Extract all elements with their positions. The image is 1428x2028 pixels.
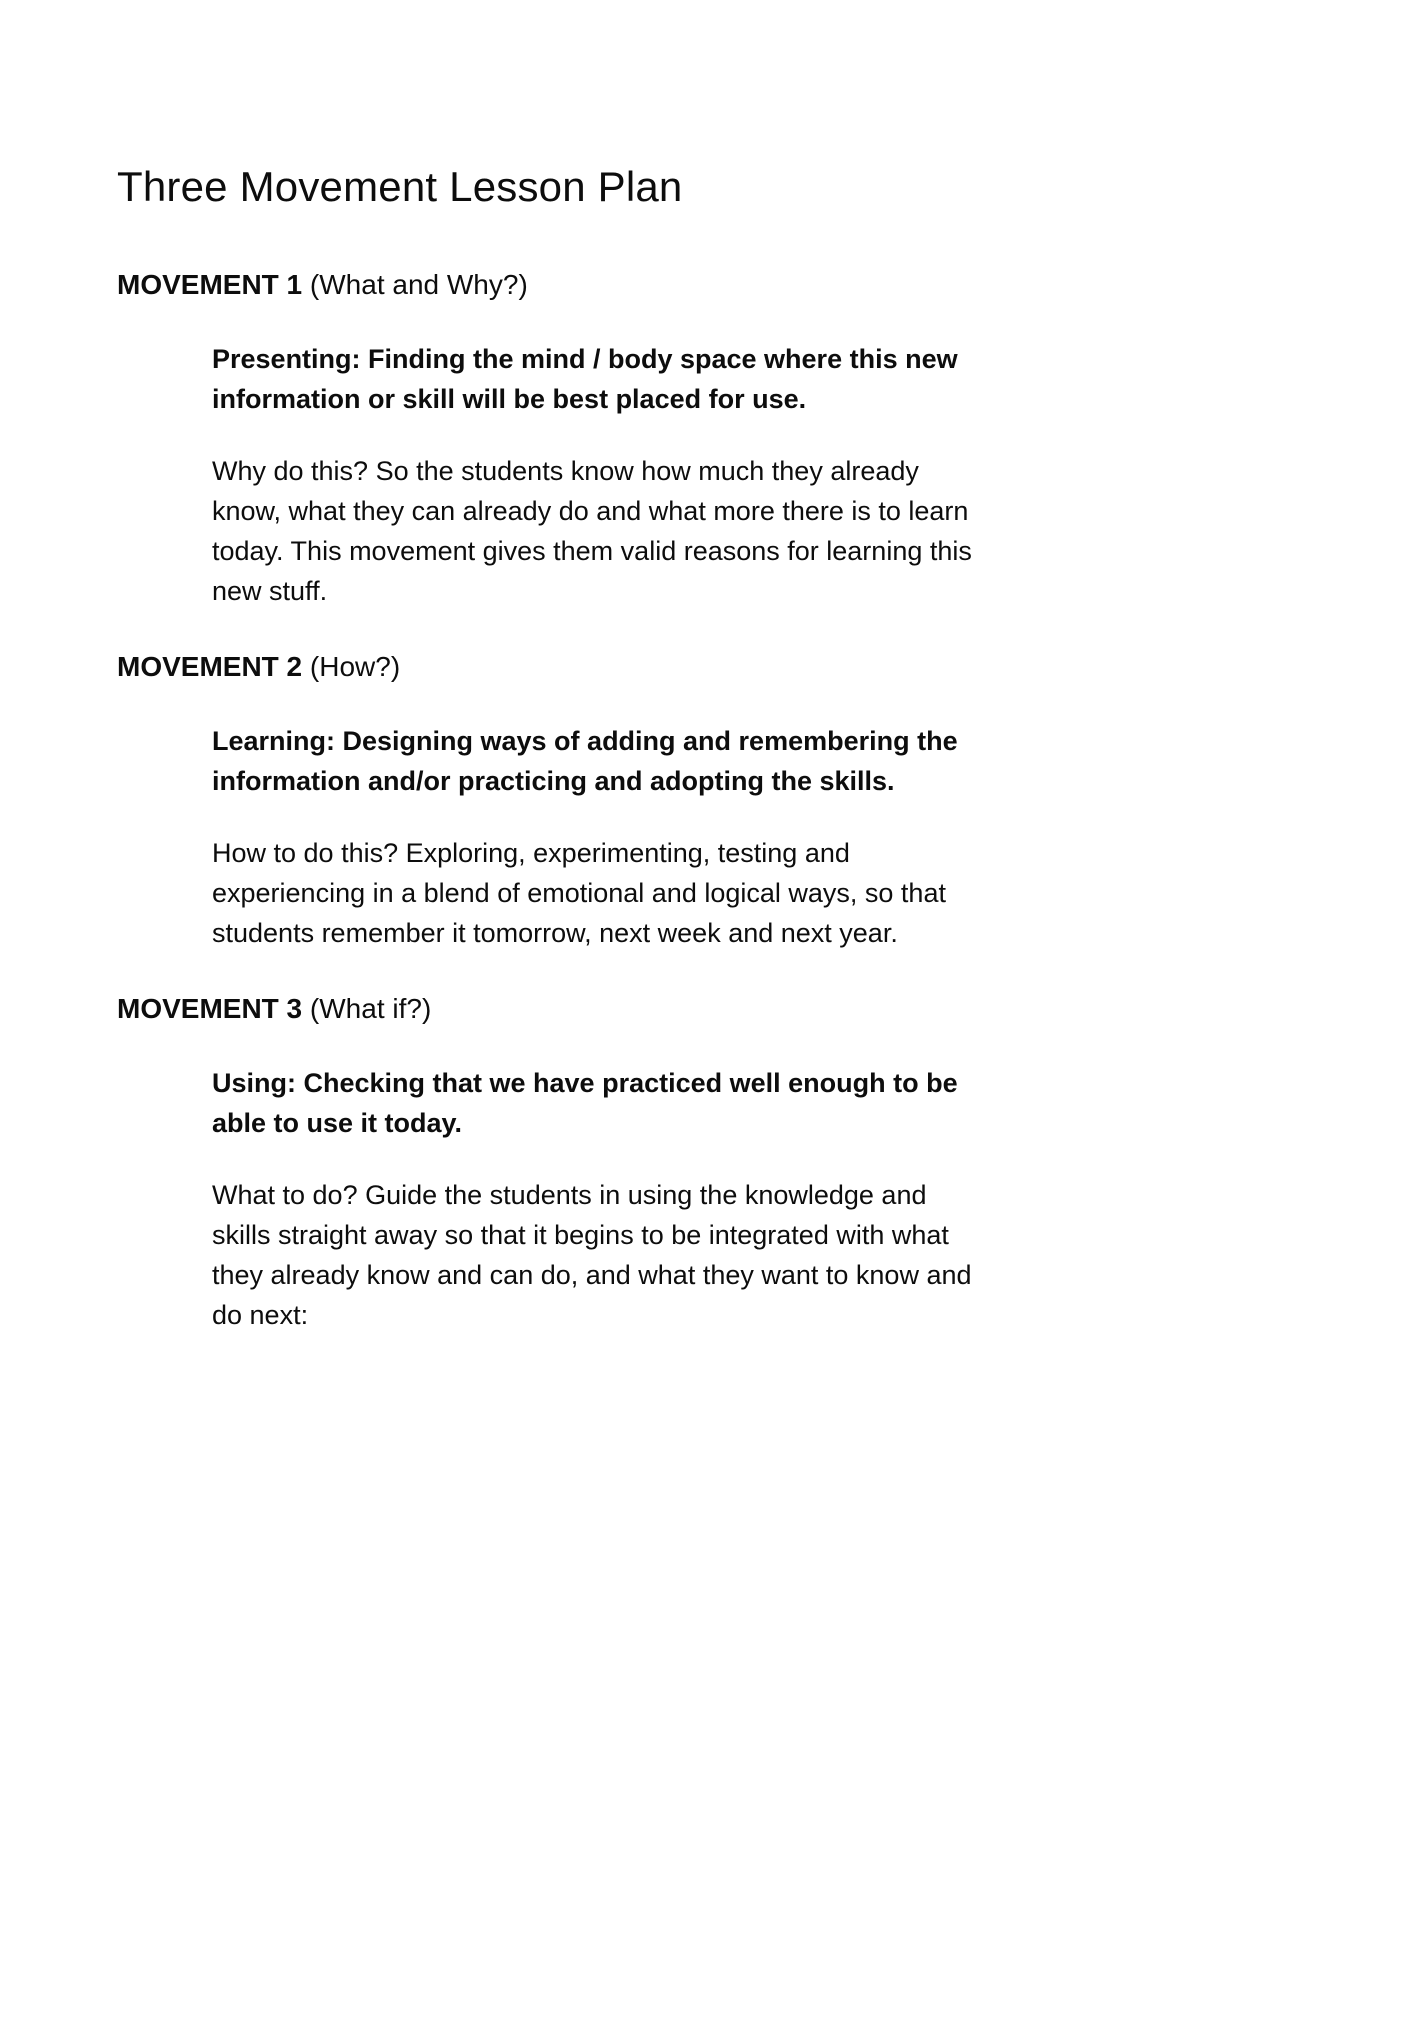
movement-3-body-paragraph: What to do? Guide the students in using the knowledge and skills straight away so that it begins to be integrated with what they already know and can do, and what they want to know and do next: — [212, 1180, 972, 1330]
movement-2-body-paragraph: How to do this? Exploring, experimenting, testing and experiencing in a blend of emotional and logical ways, so that students remember it tomorrow, next week and next year. — [212, 838, 946, 948]
movement-1-lead-paragraph: Presenting: Finding the mind / body space where this new information or skill will be best placed for use. — [212, 344, 958, 414]
movement-2-content — [212, 721, 984, 953]
movement-2-heading-label: MOVEMENT 2 — [117, 651, 303, 682]
movement-3-content — [212, 1063, 984, 1335]
movement-section-3 — [117, 993, 1308, 1335]
movement-2-heading-subtitle: (How?) — [302, 651, 401, 682]
movement-section-1 — [117, 269, 1308, 611]
movement-1-heading — [117, 269, 1308, 301]
movement-1-heading-subtitle: (What and Why?) — [302, 269, 528, 300]
movement-3-lead-paragraph: Using: Checking that we have practiced well enough to be able to use it today. — [212, 1068, 958, 1138]
movement-3-heading-subtitle: (What if?) — [302, 993, 432, 1024]
movement-1-body-paragraph: Why do this? So the students know how much they already know, what they can already do and what more there is to learn today. This movement gives them valid reasons for learning this new stuff. — [212, 456, 972, 606]
document-title: Three Movement Lesson Plan — [117, 163, 683, 210]
movement-3-heading — [117, 993, 1308, 1025]
movement-3-heading-label: MOVEMENT 3 — [117, 993, 303, 1024]
movement-section-2 — [117, 651, 1308, 953]
movement-1-content — [212, 339, 984, 611]
movement-2-lead-paragraph: Learning: Designing ways of adding and remembering the information and/or practicing and adopting the skills. — [212, 726, 958, 796]
movement-1-heading-label: MOVEMENT 1 — [117, 269, 303, 300]
movement-2-heading — [117, 651, 1308, 683]
